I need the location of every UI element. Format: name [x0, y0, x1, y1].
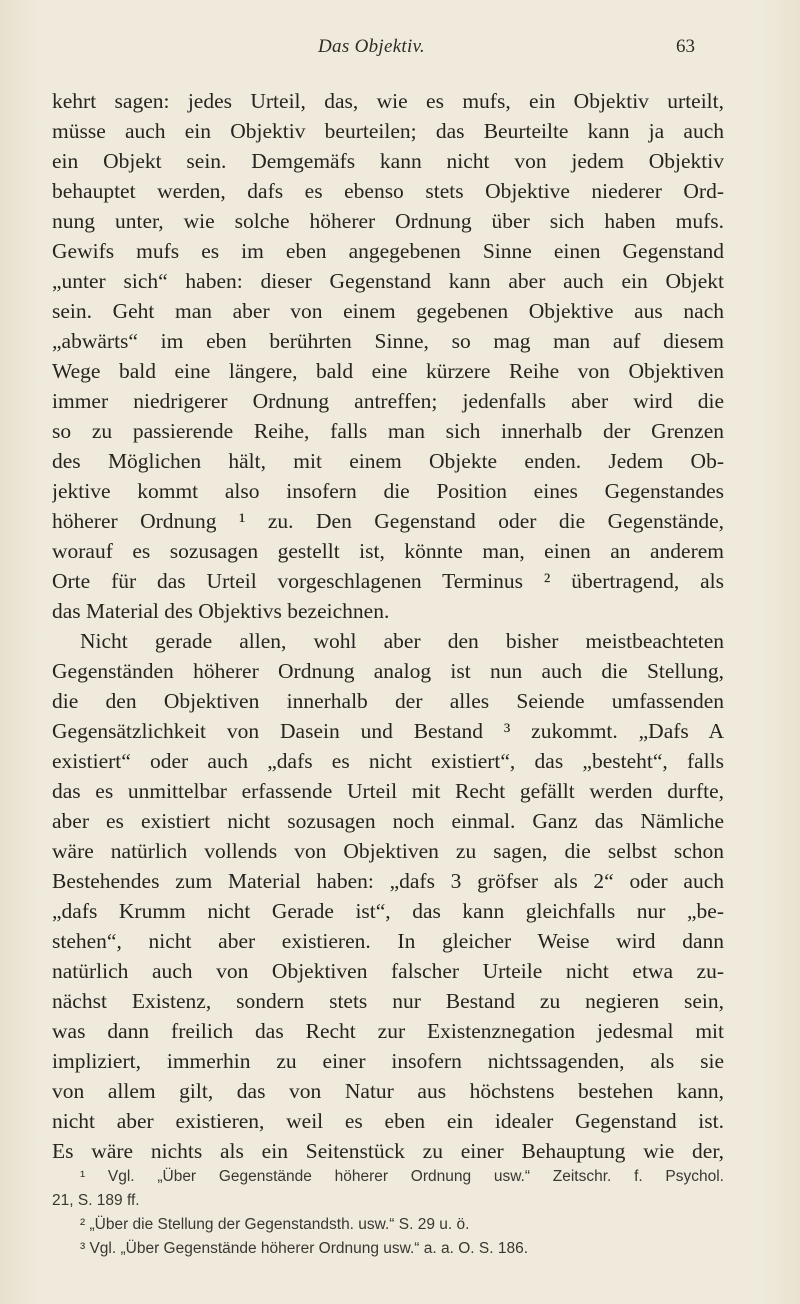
text-line: Gegenständen höherer Ordnung analog ist nun auch die Stellung, — [52, 659, 724, 683]
text-line: „abwärts“ im eben berührten Sinne, so mag man auf diesem — [52, 329, 724, 353]
text-line: das Material des Objektivs bezeichnen. — [52, 599, 390, 623]
page-number: 63 — [676, 36, 695, 57]
footnote-line: ² „Über die Stellung der Gegenstandsth. usw.“ S. 29 u. ö. — [80, 1216, 470, 1233]
text-line: ein Objekt sein. Demgemäfs kann nicht von jedem Objektiv — [52, 149, 724, 173]
text-line: stehen“, nicht aber existieren. In gleicher Weise wird dann — [52, 929, 724, 953]
text-line: immer niedrigerer Ordnung antreffen; jedenfalls aber wird die — [52, 389, 724, 413]
text-line: worauf es sozusagen gestellt ist, könnte man, einen an anderem — [52, 539, 724, 563]
text-line: nächst Existenz, sondern stets nur Bestand zu negieren sein, — [52, 989, 724, 1013]
text-line: „dafs Krumm nicht Gerade ist“, das kann gleichfalls nur „be- — [52, 899, 724, 923]
footnote-line: ¹ Vgl. „Über Gegenstände höherer Ordnung usw.“ Zeitschr. f. Psychol. — [80, 1168, 724, 1185]
text-line: aber es existiert nicht sozusagen noch einmal. Ganz das Nämliche — [52, 809, 724, 833]
text-line: Nicht gerade allen, wohl aber den bisher meistbeachteten — [80, 629, 724, 653]
text-line: Es wäre nichts als ein Seitenstück zu einer Behauptung wie der, — [52, 1139, 724, 1163]
text-line: existiert“ oder auch „dafs es nicht existiert“, das „besteht“, falls — [52, 749, 724, 773]
footnote-line: 21, S. 189 ff. — [52, 1192, 140, 1209]
text-line: natürlich auch von Objektiven falscher Urteile nicht etwa zu- — [52, 959, 724, 983]
text-line: Gewifs mufs es im eben angegebenen Sinne einen Gegenstand — [52, 239, 724, 263]
text-line: impliziert, immerhin zu einer insofern nichtssagenden, als sie — [52, 1049, 724, 1073]
text-line: nung unter, wie solche höherer Ordnung über sich haben mufs. — [52, 209, 724, 233]
text-line: was dann freilich das Recht zur Existenznegation jedesmal mit — [52, 1019, 724, 1043]
text-line: von allem gilt, das von Natur aus höchstens bestehen kann, — [52, 1079, 724, 1103]
text-line: kehrt sagen: jedes Urteil, das, wie es mufs, ein Objektiv urteilt, — [52, 89, 724, 113]
text-line: müsse auch ein Objektiv beurteilen; das Beurteilte kann ja auch — [52, 119, 724, 143]
text-line: das es unmittelbar erfassende Urteil mit Recht gefällt werden durfte, — [52, 779, 724, 803]
text-line: sein. Geht man aber von einem gegebenen Objektive aus nach — [52, 299, 724, 323]
main-text — [52, 86, 724, 1166]
footnote-line: ³ Vgl. „Über Gegenstände höherer Ordnung usw.“ a. a. O. S. 186. — [80, 1240, 529, 1257]
text-line: höherer Ordnung ¹ zu. Den Gegenstand oder die Gegenstände, — [52, 509, 724, 533]
text-line: jektive kommt also insofern die Position eines Gegenstandes — [52, 479, 724, 503]
text-line: Wege bald eine längere, bald eine kürzere Reihe von Objektiven — [52, 359, 724, 383]
text-line: Orte für das Urteil vorgeschlagenen Terminus ² übertragend, als — [52, 569, 724, 593]
text-line: Bestehendes zum Material haben: „dafs 3 gröfser als 2“ oder auch — [52, 869, 724, 893]
footnotes — [52, 1165, 724, 1261]
text-line: „unter sich“ haben: dieser Gegenstand kann aber auch ein Objekt — [52, 269, 724, 293]
text-line: so zu passierende Reihe, falls man sich innerhalb der Grenzen — [52, 419, 724, 443]
text-line: des Möglichen hält, mit einem Objekte enden. Jedem Ob- — [52, 449, 724, 473]
running-title: Das Objektiv. — [318, 36, 425, 57]
text-line: Gegensätzlichkeit von Dasein und Bestand ³ zukommt. „Dafs A — [52, 719, 724, 743]
text-line: die den Objektiven innerhalb der alles Seiende umfassenden — [52, 689, 724, 713]
text-line: nicht aber existieren, weil es eben ein idealer Gegenstand ist. — [52, 1109, 724, 1133]
text-line: wäre natürlich vollends von Objektiven zu sagen, die selbst schon — [52, 839, 724, 863]
text-line: behauptet werden, dafs es ebenso stets Objektive niederer Ord- — [52, 179, 724, 203]
